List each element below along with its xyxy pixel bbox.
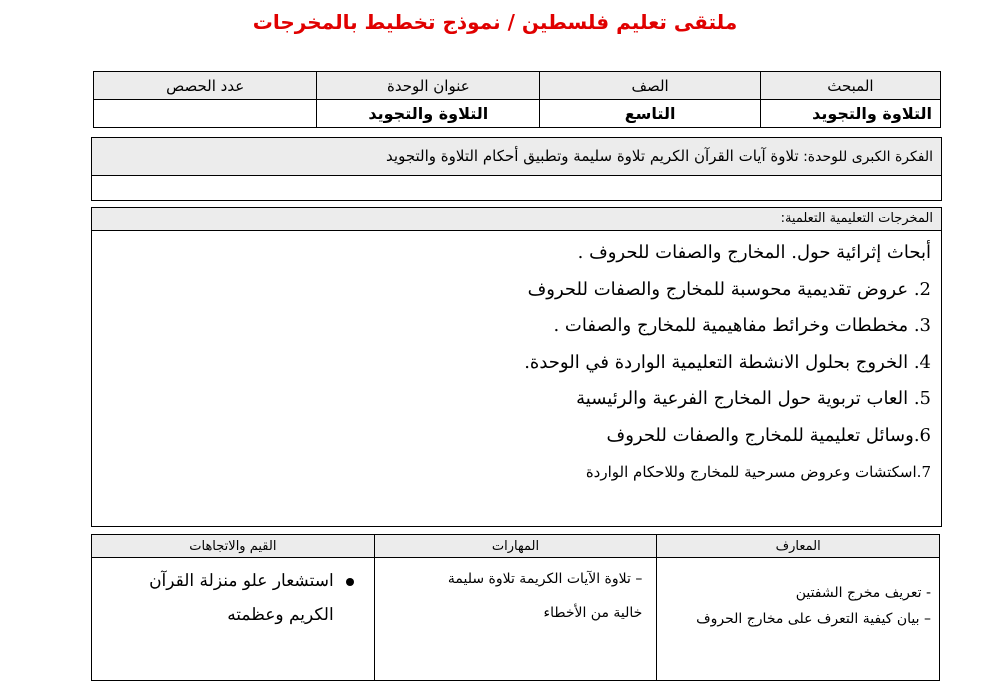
big-idea-label: الفكرة الكبرى للوحدة: [803, 149, 933, 165]
values-text: استشعار علو منزلة القرآن [149, 571, 334, 591]
grade-header: الصف [540, 72, 760, 100]
bottom-table [91, 534, 940, 681]
subject-header: المبحث [760, 72, 940, 100]
outcome-item: 2. عروض تقديمية محوسبة للمخارج والصفات للحروف [527, 278, 931, 300]
outcome-item: أبحاث إثرائية حول. المخارج والصفات للحروف . [577, 242, 931, 263]
big-idea-row [92, 138, 941, 176]
outcomes-label: المخرجات التعليمية التعلمية: [92, 208, 941, 231]
skills-header: المهارات [374, 535, 657, 558]
subject-value: التلاوة والتجويد [760, 100, 940, 128]
outcome-item: 7.اسكتشات وعروض مسرحية للمخارج وللاحكام الواردة [585, 463, 931, 481]
values-item [100, 564, 354, 598]
values-item: الكريم وعظمته [227, 605, 334, 625]
skills-cell [374, 558, 657, 681]
unit-title-header: عنوان الوحدة [317, 72, 540, 100]
page-title: ملتقى تعليم فلسطين / نموذج تخطيط بالمخرجات [252, 10, 738, 34]
outcomes-box [91, 207, 942, 527]
values-header: القيم والاتجاهات [92, 535, 375, 558]
outcome-item: 4. الخروج بحلول الانشطة التعليمية الواردة في الوحدة. [524, 351, 931, 373]
header-table [93, 71, 941, 128]
knowledge-cell [657, 558, 940, 681]
skills-item: خالية من الأخطاء [543, 605, 643, 621]
outcome-item: 5. العاب تربوية حول المخارج الفرعية والرئيسية [576, 388, 931, 409]
skills-item: – تلاوة الآيات الكريمة تلاوة سليمة [447, 571, 643, 587]
outcomes-list [92, 231, 941, 491]
grade-value: التاسع [540, 100, 760, 128]
values-cell [92, 558, 375, 681]
knowledge-header: المعارف [657, 535, 940, 558]
periods-value [94, 100, 317, 128]
knowledge-item: - تعريف مخرج الشفتين [795, 585, 931, 601]
bullet-icon [346, 578, 354, 586]
periods-header: عدد الحصص [94, 72, 317, 100]
outcome-item: 6.وسائل تعليمية للمخارج والصفات للحروف [606, 424, 931, 446]
knowledge-item: – بيان كيفية التعرف على مخارج الحروف [696, 611, 931, 627]
big-idea-box [91, 137, 942, 201]
unit-title-value: التلاوة والتجويد [317, 100, 540, 128]
big-idea-text: تلاوة آيات القرآن الكريم تلاوة سليمة وتطبيق أحكام التلاوة والتجويد [386, 147, 799, 165]
outcome-item: 3. مخططات وخرائط مفاهيمية للمخارج والصفات . [553, 315, 931, 336]
